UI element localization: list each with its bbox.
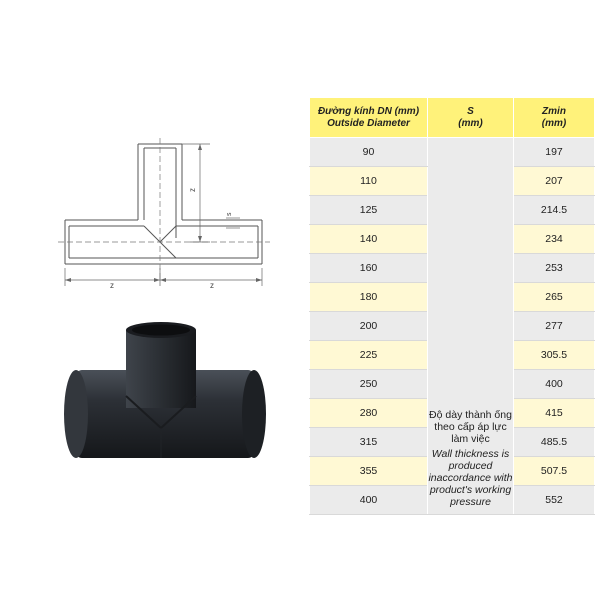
- cell-dn: 180: [310, 283, 428, 312]
- header-diameter: [310, 98, 428, 138]
- cell-zmin: 507.5: [514, 457, 595, 486]
- cell-zmin: 214.5: [514, 196, 595, 225]
- table-header-row: [310, 98, 595, 138]
- table-row: [310, 138, 595, 167]
- cell-dn: 200: [310, 312, 428, 341]
- cell-dn: 140: [310, 225, 428, 254]
- header-zmin-title: Zmin: [542, 105, 566, 117]
- header-zmin: [514, 98, 595, 138]
- header-s-unit: (mm): [458, 117, 483, 129]
- spec-table: [309, 97, 595, 515]
- tee-product-image: [58, 318, 268, 468]
- cell-dn: 315: [310, 428, 428, 457]
- cell-dn: 110: [310, 167, 428, 196]
- s-note-en: Wall thickness is produced inaccordance with product's working pressure: [428, 448, 513, 508]
- cell-dn: 125: [310, 196, 428, 225]
- cell-zmin: 234: [514, 225, 595, 254]
- header-diameter-vi: Đường kính DN (mm): [317, 105, 420, 117]
- cell-dn: 160: [310, 254, 428, 283]
- cell-s-note: [428, 138, 514, 515]
- cell-zmin: 415: [514, 399, 595, 428]
- cell-zmin: 552: [514, 486, 595, 515]
- header-zmin-unit: (mm): [541, 117, 567, 129]
- cell-zmin: 207: [514, 167, 595, 196]
- header-s: [428, 98, 514, 138]
- header-diameter-en: Outside Diameter: [327, 117, 410, 129]
- cell-dn: 355: [310, 457, 428, 486]
- s-note-vi: Độ dày thành ống theo cấp áp lực làm việc: [429, 409, 512, 445]
- cell-dn: 400: [310, 486, 428, 515]
- cell-dn: 250: [310, 370, 428, 399]
- dim-z-left: z: [110, 281, 114, 290]
- cell-zmin: 305.5: [514, 341, 595, 370]
- cell-zmin: 277: [514, 312, 595, 341]
- header-s-title: S: [467, 105, 474, 117]
- cell-zmin: 485.5: [514, 428, 595, 457]
- cell-zmin: 265: [514, 283, 595, 312]
- cell-dn: 280: [310, 399, 428, 428]
- tee-technical-drawing: [40, 130, 290, 300]
- dim-z-right: z: [210, 281, 214, 290]
- dim-z-vertical: z: [188, 188, 197, 192]
- cell-zmin: 400: [514, 370, 595, 399]
- cell-dn: 90: [310, 138, 428, 167]
- cell-zmin: 253: [514, 254, 595, 283]
- cell-zmin: 197: [514, 138, 595, 167]
- dim-s: s: [226, 212, 233, 216]
- cell-dn: 225: [310, 341, 428, 370]
